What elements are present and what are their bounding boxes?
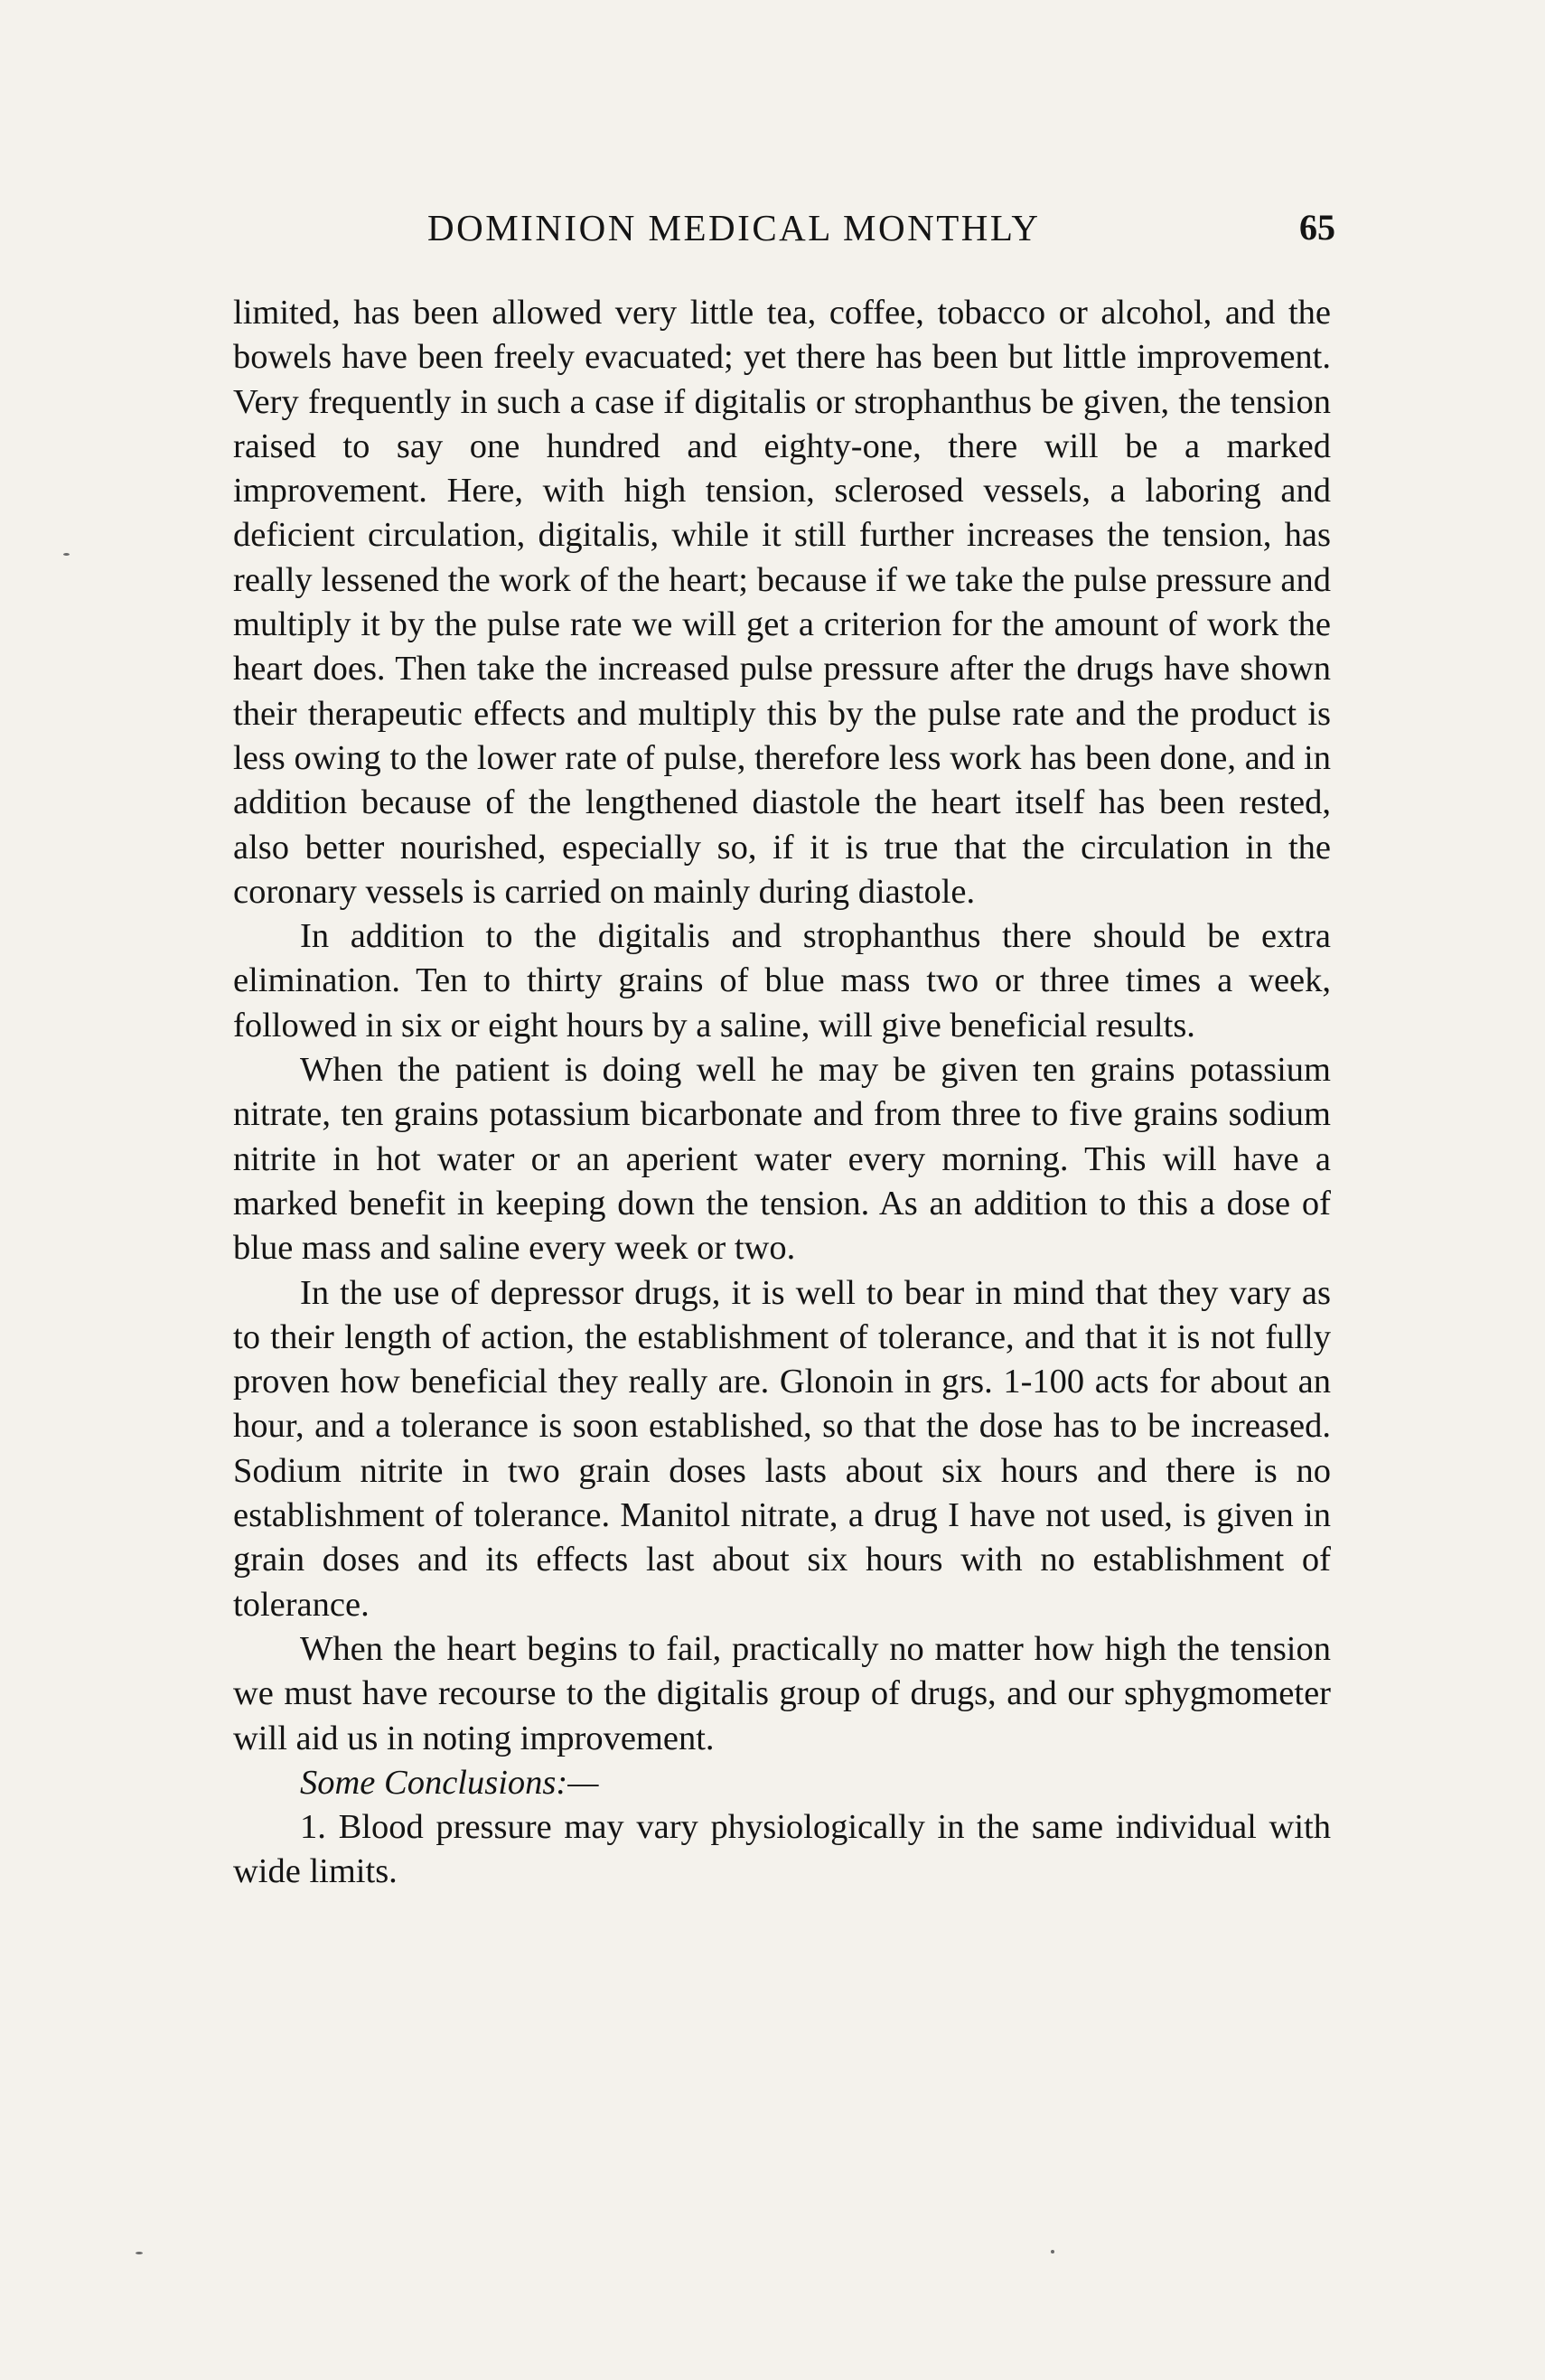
journal-title: DOMINION MEDICAL MONTHLY — [427, 207, 1041, 248]
paper-speck — [1051, 2250, 1054, 2254]
paragraph-depressor-drugs: In the use of depressor drugs, it is well to bear in mind that they vary as to their length of action, the establishment of tolerance, and that it is not fully proven how beneficial they really are. Glonoin in grs. 1-100 acts for about an hour, and a tolerance is soon established, so that the dose has to be increased. Sodium nitrite in two grain doses lasts about six hours and there is no establishment of tolerance. Manitol nitrate, a drug I have not used, is given in grain doses and its effects last about six hours with no establishment of tolerance. — [233, 1273, 1331, 1624]
paragraph-heart-failure: When the heart begins to fail, practically no matter how high the tension we must have recourse to the digitalis group of drugs, and our sphygmometer will aid us in noting improvement. — [233, 1629, 1331, 1757]
page-number: 65 — [1299, 207, 1335, 248]
paper-speck — [136, 2252, 143, 2254]
conclusions-heading: Some Conclusions:— — [300, 1763, 599, 1802]
paragraph-maintenance: When the patient is doing well he may be given ten grains potassium nitrate, ten grains potassium bicarbonate and from three to five grains sodium nitrite in hot water or an aperient water every morning. This will have a marked benefit in keeping down the tension. As an addition to this a dose of blue mass and saline every week or two. — [233, 1051, 1331, 1268]
conclusion-item: 1. Blood pressure may vary physiologically in the same individual with wide limits. — [233, 1808, 1331, 1891]
paper-speck — [63, 553, 70, 556]
paragraph-continued: limited, has been allowed very little tea, coffee, tobacco or alcohol, and the bowels have been freely evacuated; yet there has been but little improvement. Very frequently in such a case if digitalis or strophanthus be given, the tension raised to say one hundred and eighty-one, there will be a marked improvement. Here, with high tension, sclerosed vessels, a laboring and deficient circulation, digitalis, while it still further increases the tension, has really lessened the work of the heart; because if we take the pulse pressure and multiply it by the pulse rate we will get a criterion for the amount of work the heart does. Then take the increased pulse pressure after the drugs have shown their therapeutic effects and multiply this by the pulse rate and the product is less owing to the lower rate of pulse, therefore less work has been done, and in addition because of the lengthened diastole the heart itself has been rested, also better nourished, especially so, if it is true that the circulation in the coronary vessels is carried on mainly during diastole. — [233, 294, 1331, 911]
paragraph-elimination: In addition to the digitalis and strophanthus there should be extra elimination. Ten to thirty grains of blue mass two or three times a week, followed in six or eight hours by a saline, will give beneficial results. — [233, 917, 1331, 1045]
running-head — [233, 201, 1335, 255]
article-body — [233, 291, 1331, 1895]
